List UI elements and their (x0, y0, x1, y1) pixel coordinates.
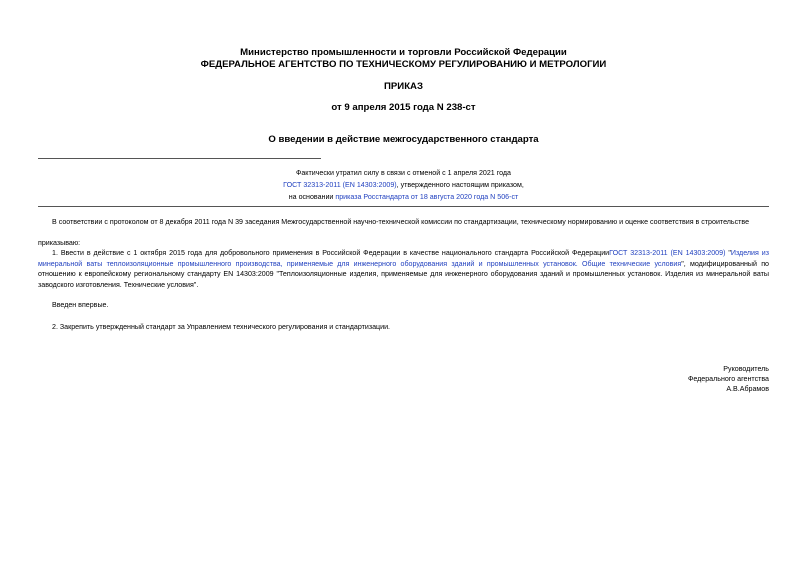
status-note-text2: , утвержденного настоящим приказом, (396, 181, 524, 189)
standard-title-link[interactable]: Изделия из минеральной ваты теплоизоляционные промышленного производства, применяемые для инженерного оборудования зданий и промышленных установок. Общие технические условия (38, 249, 769, 268)
item-1-rest: ", модифицированный по отношению к европейскому региональному стандарту EN 14303:2009 "Теплоизоляционные изделия, применяемые для инженерного оборудования зданий и промышленных установок. Изделия из минеральной ваты заводского изготовления. Технические условия". (38, 259, 770, 289)
signature-position-2: Федерального агентства (687, 375, 769, 383)
first-introduced-note: Введен впервые. (52, 301, 109, 309)
order-word: приказываю: (38, 239, 81, 247)
divider-short (38, 158, 321, 159)
item-1-text: 1. Ввести в действие с 1 октября 2015 года для добровольного применения в Российской Федерации в качестве национального стандарта Российской Федерации (52, 249, 610, 257)
divider-long (38, 206, 769, 207)
status-note-text3: на основании (288, 193, 336, 201)
ministry-name: Министерство промышленности и торговли Российской Федерации (240, 47, 567, 58)
status-note-text: Фактически утратил силу в связи с отменой с 1 апреля 2021 года (295, 169, 512, 177)
item-2-paragraph: 2. Закрепить утвержденный стандарт за Управлением технического регулирования и стандартизации. (52, 323, 391, 331)
document-date: от 9 апреля 2015 года N 238-ст (331, 102, 476, 113)
rosstandart-order-link[interactable]: приказа Росстандарта от 18 августа 2020 года N 506-ст (335, 193, 519, 201)
document-type: ПРИКАЗ (384, 81, 423, 92)
status-note-line2 (0, 179, 807, 191)
status-note-line1 (0, 167, 807, 179)
gost-link-note[interactable]: ГОСТ 32313-2011 (EN 14303:2009) (283, 181, 397, 189)
item-1-paragraph (38, 248, 769, 290)
document-title: О введении в действие межгосударственного стандарта (268, 134, 539, 145)
signature-position-1: Руководитель (723, 365, 769, 373)
status-note-line3 (0, 191, 807, 203)
intro-paragraph: В соответствии с протоколом от 8 декабря 2011 года N 39 заседания Межгосударственной научно-технической комиссии по стандартизации, техническому нормированию и оценке соответствия в строительстве (52, 218, 750, 226)
gost-link-item1[interactable]: ГОСТ 32313-2011 (EN 14303:2009) (609, 249, 726, 257)
signature-name: А.В.Абрамов (726, 385, 769, 393)
agency-name: ФЕДЕРАЛЬНОЕ АГЕНТСТВО ПО ТЕХНИЧЕСКОМУ РЕГУЛИРОВАНИЮ И МЕТРОЛОГИИ (200, 59, 607, 70)
item-1-quote: " (725, 249, 731, 257)
